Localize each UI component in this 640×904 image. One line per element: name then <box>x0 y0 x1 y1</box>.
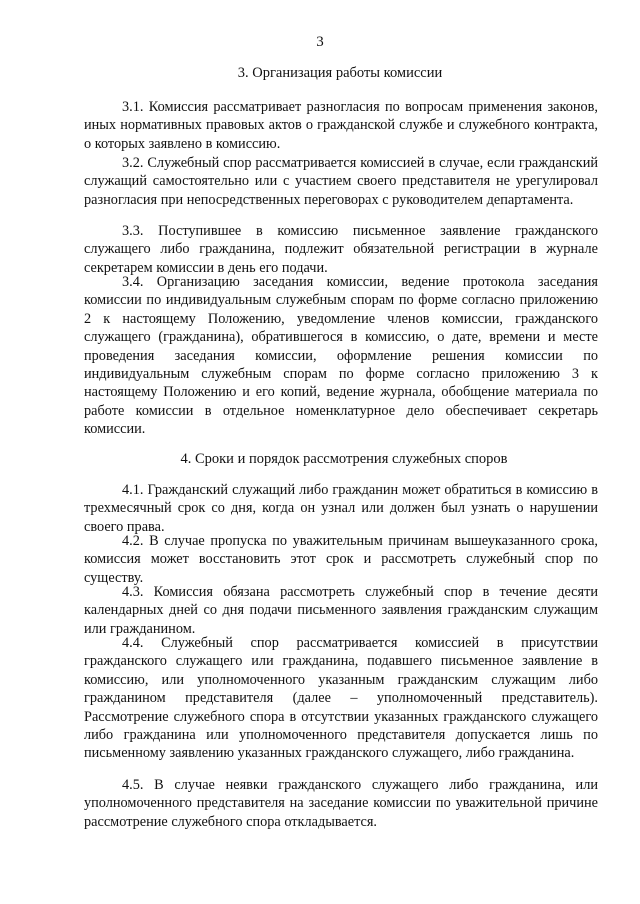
paragraph-3-3: 3.3. Поступившее в комиссию письменное заявление гражданского служащего либо гражданина, подлежит обязательной регистрации в журнале секретарем комиссии в день его подачи. <box>84 223 598 276</box>
section-4-heading: 4. Сроки и порядок рассмотрения служебных споров <box>180 451 508 467</box>
paragraph-3-4: 3.4. Организацию заседания комиссии, ведение протокола заседания комиссии по индивидуальным служебным спорам по форме согласно приложению 2 к настоящему Положению, уведомление членов комиссии, гражданского служащего (гражданина), обратившегося в комиссию, о дате, времени и месте проведения заседания комиссии, оформление решения комиссии по индивидуальным служебным спорам по форме согласно приложению 3 к настоящему Положению и его копий, ведение журнала, обобщение материала по работе комиссии в отдельное номенклатурное дело обеспечивает секретарь комиссии. <box>84 274 598 438</box>
paragraph-4-3: 4.3. Комиссия обязана рассмотреть служебный спор в течение десяти календарных дней со дня подачи письменного заявления гражданским служащим или гражданином. <box>84 584 598 637</box>
page-number: 3 <box>316 34 324 50</box>
paragraph-3-2: 3.2. Служебный спор рассматривается комиссией в случае, если гражданский служащий самостоятельно или с участием своего представителя не урегулировал разногласия при непосредственных переговорах с руководителем департамента. <box>84 155 598 208</box>
paragraph-4-1: 4.1. Гражданский служащий либо гражданин может обратиться в комиссию в трехмесячный срок со дня, когда он узнал или должен был узнать о нарушении своего права. <box>84 482 598 535</box>
paragraph-4-4: 4.4. Служебный спор рассматривается комиссией в присутствии гражданского служащего или гражданина, подавшего письменное заявление в комиссию, или уполномоченного указанным гражданским служащим либо гражданином представителя (далее – уполномоченный представитель). Рассмотрение служебного спора в отсутствии указанных гражданского служащего либо гражданина или уполномоченного представителя допускается лишь по письменному заявлению указанных гражданского служащего, либо гражданина. <box>84 635 598 762</box>
paragraph-4-5: 4.5. В случае неявки гражданского служащего либо гражданина, или уполномоченного представителя на заседание комиссии по уважительной причине рассмотрение служебного спора откладывается. <box>84 777 598 830</box>
paragraph-4-2: 4.2. В случае пропуска по уважительным причинам вышеуказанного срока, комиссия может восстановить этот срок и рассмотреть служебный спор по существу. <box>84 533 598 586</box>
section-3-heading: 3. Организация работы комиссии <box>237 65 443 81</box>
paragraph-3-1: 3.1. Комиссия рассматривает разногласия по вопросам применения законов, иных нормативных правовых актов о гражданской службе и служебного контракта, о которых заявлено в комиссию. <box>84 99 598 152</box>
